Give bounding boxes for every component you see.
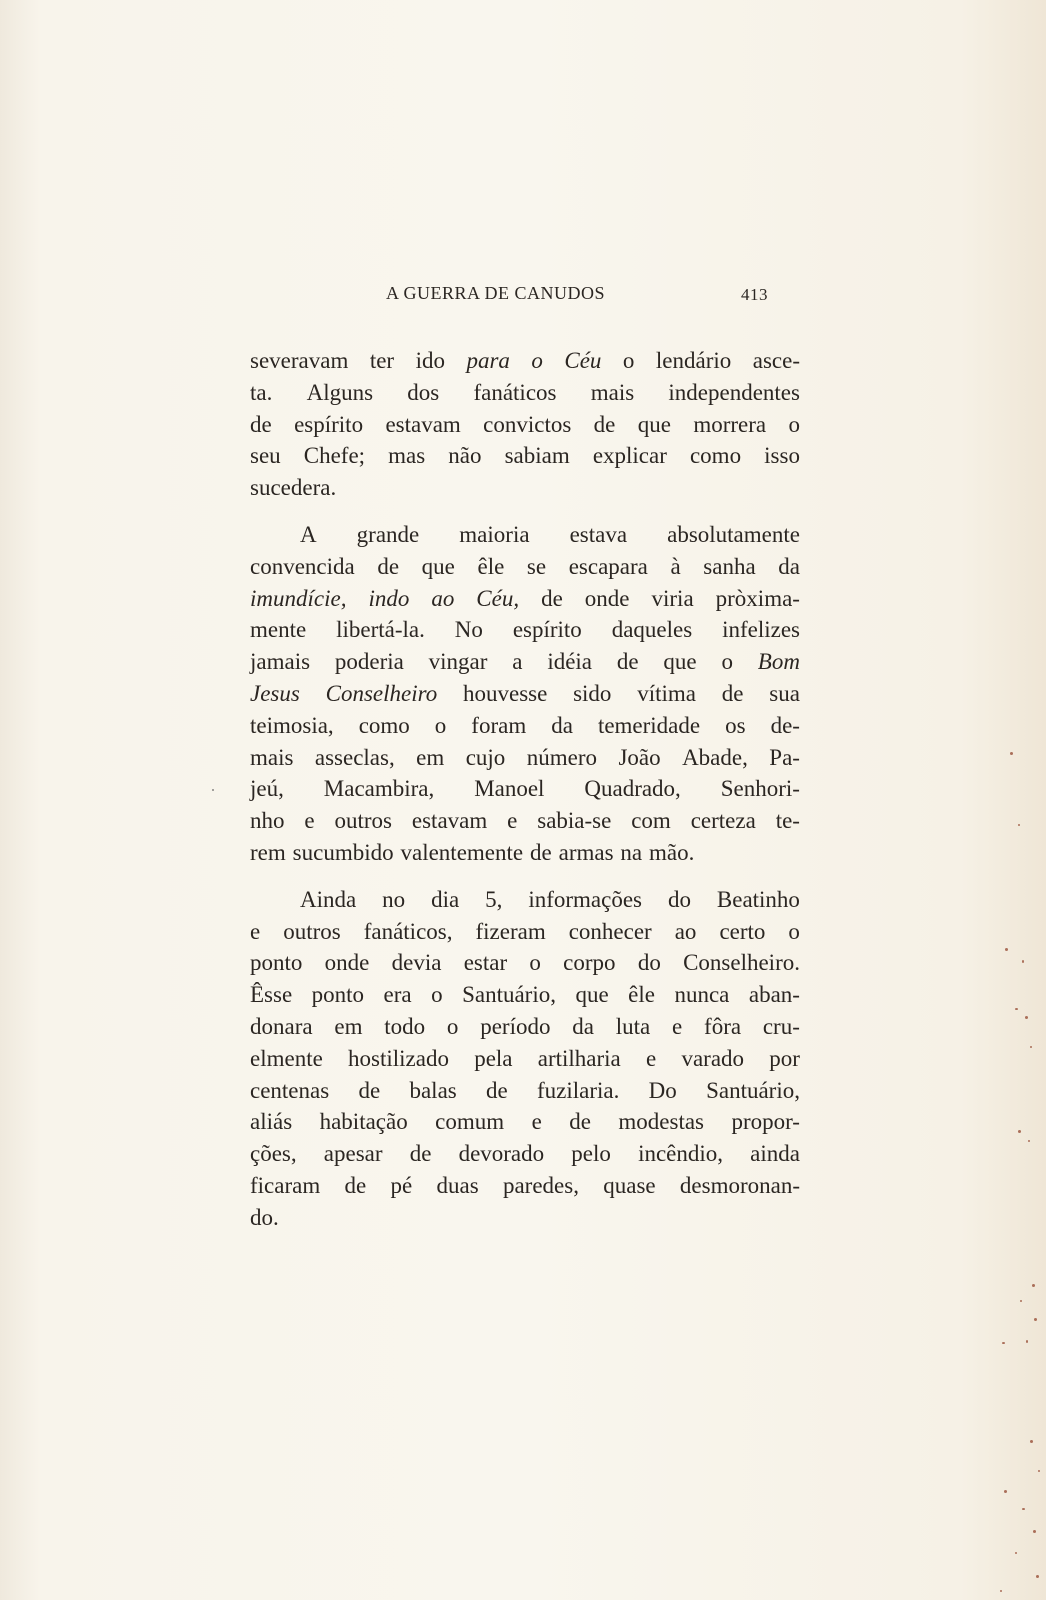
text-line — [250, 1170, 800, 1202]
word: pé — [390, 1172, 413, 1198]
word: de — [377, 553, 400, 579]
word: que — [575, 982, 609, 1008]
word: apesar — [323, 1141, 383, 1167]
word: o — [531, 348, 543, 373]
word: convencida — [250, 553, 355, 579]
word: Jesus — [250, 680, 300, 706]
word: Quadrado, — [584, 776, 681, 802]
word: A — [300, 521, 317, 547]
text-line — [250, 1011, 800, 1043]
word: êle — [477, 553, 505, 579]
word: rem — [250, 839, 286, 865]
word: centenas — [250, 1077, 330, 1103]
word: João — [618, 744, 661, 770]
word: Pa- — [769, 744, 800, 770]
word: no — [382, 886, 406, 912]
word: onde — [584, 585, 630, 611]
word: hostilizado — [348, 1045, 449, 1071]
word: todo — [384, 1013, 426, 1039]
word: dos — [407, 379, 440, 405]
word: espírito — [512, 617, 582, 643]
text-line — [250, 377, 800, 409]
paragraph-gap — [250, 869, 800, 884]
word: fôra — [704, 1013, 742, 1039]
word: lendário — [655, 348, 732, 373]
word: pela — [474, 1045, 513, 1071]
text-line — [250, 773, 800, 805]
word: idéia — [547, 649, 593, 675]
text-line — [250, 1075, 800, 1107]
word: de — [344, 1172, 367, 1198]
word: Do — [648, 1077, 677, 1103]
word: ao — [674, 918, 697, 944]
word: mão. — [649, 839, 695, 865]
word: armas — [558, 839, 614, 865]
text-line — [250, 1043, 800, 1075]
word: e — [250, 918, 261, 944]
word: com — [631, 808, 671, 834]
word: como — [689, 443, 742, 469]
word: fanáticos, — [363, 918, 453, 944]
page-header — [386, 283, 806, 313]
text-line — [250, 551, 800, 583]
word: Manoel — [474, 776, 545, 802]
word: estavam — [385, 411, 461, 437]
word: ponto — [311, 982, 365, 1008]
text-line — [250, 1202, 800, 1234]
word: grande — [356, 521, 420, 547]
word: conhecer — [568, 918, 652, 944]
word: de — [409, 1141, 432, 1167]
text-line — [250, 345, 800, 377]
word: seu — [250, 443, 281, 469]
word: asce- — [752, 348, 800, 373]
word: vingar — [428, 649, 488, 675]
word: o — [446, 1013, 459, 1039]
word: Êsse — [250, 982, 293, 1008]
word: comum — [435, 1109, 505, 1135]
word: estar — [463, 950, 508, 976]
word: maioria — [459, 521, 530, 547]
word: donara — [250, 1013, 313, 1039]
word: em — [416, 744, 445, 770]
word: sanha — [703, 553, 756, 579]
word: e — [672, 1013, 683, 1039]
word: do. — [250, 1204, 279, 1230]
text-line — [250, 472, 800, 504]
word: Alguns — [306, 379, 374, 405]
word: aban- — [748, 982, 800, 1008]
word: de — [593, 411, 616, 437]
text-line — [250, 805, 800, 837]
word: sucedera. — [250, 475, 337, 501]
word: indo — [368, 585, 410, 611]
word: mais — [590, 379, 635, 405]
word: jeú, — [250, 776, 284, 802]
word: independentes — [668, 379, 800, 405]
word: o — [622, 348, 635, 373]
word: fuzilaria. — [537, 1077, 620, 1103]
word: os — [725, 712, 746, 738]
word: de- — [770, 712, 800, 738]
word: varado — [681, 1045, 745, 1071]
word: se — [526, 553, 547, 579]
running-title: A GUERRA DE CANUDOS — [386, 283, 606, 303]
word: período — [480, 1013, 551, 1039]
word: fanáticos — [473, 379, 557, 405]
word: fizeram — [475, 918, 546, 944]
text-line — [250, 710, 800, 742]
word: o — [434, 712, 447, 738]
word: mas — [388, 443, 426, 469]
word: sua — [769, 680, 800, 706]
word: mais — [250, 744, 294, 770]
word: temeridade — [597, 712, 701, 738]
word: outros — [334, 808, 392, 834]
word: luta — [615, 1013, 651, 1039]
word: como — [358, 712, 410, 738]
word: cru- — [762, 1013, 800, 1039]
text-line — [250, 1138, 800, 1170]
word: duas — [436, 1172, 479, 1198]
text-line — [250, 614, 800, 646]
word: informações — [528, 886, 643, 912]
word: outros — [283, 918, 341, 944]
word: nho — [250, 808, 285, 834]
word: ainda — [750, 1141, 800, 1167]
word: Chefe; — [303, 443, 366, 469]
word: em — [334, 1013, 363, 1039]
word: corpo — [563, 950, 616, 976]
text-line — [250, 440, 800, 472]
word: libertá-la. — [336, 617, 425, 643]
word: não — [448, 443, 482, 469]
word: e — [646, 1045, 657, 1071]
word: viria — [651, 585, 694, 611]
word: ido — [415, 348, 445, 373]
text-line — [250, 583, 800, 615]
word: Céu, — [476, 585, 520, 611]
word: Céu — [564, 348, 602, 373]
word: 5, — [485, 886, 503, 912]
word: estavam — [411, 808, 488, 834]
word: de — [721, 680, 744, 706]
word: certo — [719, 918, 766, 944]
word: espírito — [294, 411, 364, 437]
word: poderia — [334, 649, 404, 675]
word: devia — [391, 950, 442, 976]
word: e — [304, 808, 315, 834]
word: e — [531, 1109, 542, 1135]
word: valentemente — [400, 839, 524, 865]
word: daqueles — [611, 617, 693, 643]
word: ao — [431, 585, 455, 611]
word: infelizes — [722, 617, 800, 643]
word: estava — [569, 521, 628, 547]
word: Santuário, — [462, 982, 556, 1008]
text-line — [250, 884, 800, 916]
word: explicar — [592, 443, 667, 469]
word: aliás — [250, 1109, 293, 1135]
word: pròxima- — [715, 585, 800, 611]
word: do — [637, 950, 661, 976]
word: ter — [369, 348, 395, 373]
word: da — [778, 553, 800, 579]
page-number: 413 — [741, 285, 768, 304]
text-line — [250, 742, 800, 774]
word: a — [512, 649, 523, 675]
word: ponto — [250, 950, 303, 976]
word: habitação — [319, 1109, 408, 1135]
word: Conselheiro — [325, 680, 438, 706]
word: de — [486, 1077, 508, 1103]
word: Senhori- — [720, 776, 800, 802]
word: o — [788, 918, 800, 944]
word: de — [569, 1109, 591, 1135]
word: sabia-se — [537, 808, 612, 834]
word: absolutamente — [667, 521, 800, 547]
word: onde — [324, 950, 370, 976]
word: por — [769, 1045, 800, 1071]
word: à — [670, 553, 681, 579]
word: da — [551, 712, 573, 738]
word: era — [383, 982, 412, 1008]
word: na — [620, 839, 643, 865]
word: cujo — [465, 744, 506, 770]
word: modestas — [618, 1109, 705, 1135]
word: o — [788, 411, 800, 437]
word: pelo — [571, 1141, 611, 1167]
word: Santuário, — [706, 1077, 800, 1103]
word: elmente — [250, 1045, 323, 1071]
text-line — [250, 979, 800, 1011]
word: de — [358, 1077, 381, 1103]
word: morrera — [693, 411, 767, 437]
word: convictos — [483, 411, 572, 437]
word: asseclas, — [314, 744, 395, 770]
word: Bom — [757, 649, 800, 675]
word: severavam — [250, 348, 349, 373]
word: de — [530, 839, 552, 865]
text-line — [250, 837, 800, 869]
word: sucumbido — [292, 839, 394, 865]
word: quase — [603, 1172, 656, 1198]
word: imundície, — [250, 585, 347, 611]
word: foram — [471, 712, 527, 738]
word: nunca — [674, 982, 730, 1008]
word: incêndio, — [638, 1141, 724, 1167]
word: número — [526, 744, 598, 770]
word: de — [541, 585, 563, 611]
word: êle — [628, 982, 655, 1008]
word: de — [616, 649, 639, 675]
text-line — [250, 947, 800, 979]
word: o — [529, 950, 541, 976]
text-line — [250, 916, 800, 948]
word: desmoronan- — [679, 1172, 800, 1198]
word: que — [663, 649, 697, 675]
word: Conselheiro. — [683, 950, 800, 976]
word: sido — [573, 680, 612, 706]
paragraph-gap — [250, 504, 800, 519]
word: da — [572, 1013, 594, 1039]
word: o — [431, 982, 443, 1008]
word: de — [250, 411, 272, 437]
body-text — [250, 345, 800, 1234]
word: Macambira, — [323, 776, 435, 802]
word: mente — [250, 617, 307, 643]
word: vítima — [637, 680, 696, 706]
paragraph — [250, 884, 800, 1234]
text-line — [250, 678, 800, 710]
word: artilharia — [537, 1045, 621, 1071]
word: para — [466, 348, 510, 373]
word: que — [637, 411, 671, 437]
word: ções, — [250, 1141, 297, 1167]
word: houvesse — [462, 680, 548, 706]
word: Abade, — [682, 744, 748, 770]
word: ficaram — [250, 1172, 321, 1198]
word: e — [507, 808, 518, 834]
word: do — [667, 886, 691, 912]
word: certeza — [690, 808, 756, 834]
text-line — [250, 519, 800, 551]
word: propor- — [731, 1109, 800, 1135]
word: o — [721, 649, 733, 675]
word: balas — [409, 1077, 457, 1103]
text-line — [250, 646, 800, 678]
paragraph — [250, 345, 800, 504]
word: teimosia, — [250, 712, 334, 738]
word: escapara — [568, 553, 648, 579]
paragraph — [250, 519, 800, 869]
text-line — [250, 409, 800, 441]
word: No — [454, 617, 483, 643]
word: te- — [775, 808, 800, 834]
word: Beatinho — [716, 886, 800, 912]
text-line — [250, 1106, 800, 1138]
word: jamais — [250, 649, 311, 675]
word: sabiam — [504, 443, 570, 469]
word: dia — [431, 886, 460, 912]
word: ta. — [250, 379, 273, 405]
word: isso — [764, 443, 800, 469]
word: Ainda — [300, 886, 357, 912]
word: paredes, — [502, 1172, 579, 1198]
word: devorado — [458, 1141, 545, 1167]
word: que — [421, 553, 455, 579]
